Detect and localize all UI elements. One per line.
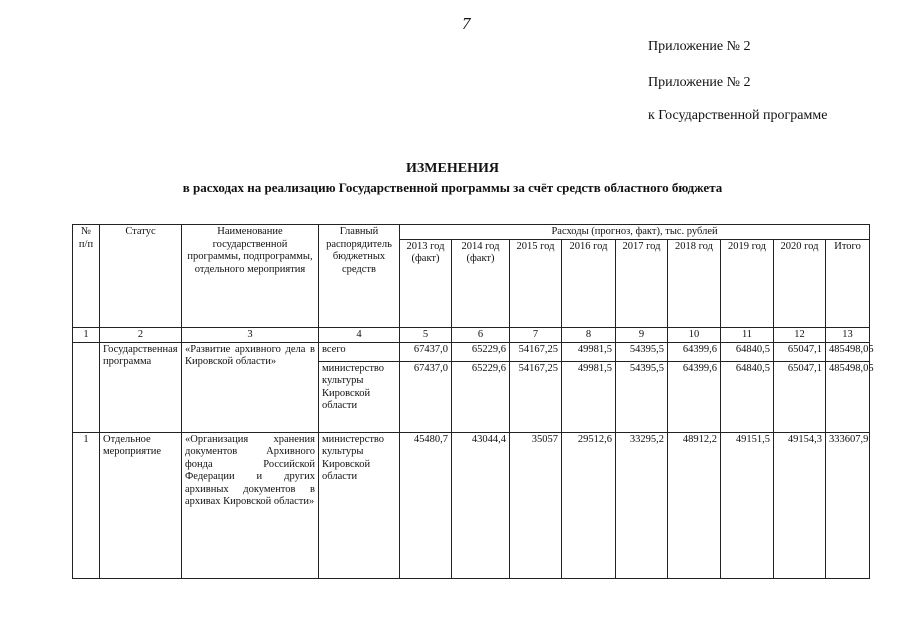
program-admin-ministry: министерство культуры Кировской области [319,361,399,413]
appendix-label-repeat: Приложение № 2 [648,75,751,90]
budget-changes-table [72,224,874,579]
column-number: 4 [319,327,400,342]
activity-status: Отдельное мероприятие [100,432,182,578]
program-value-2016: 49981,5 49981,5 [562,342,616,432]
page-number: 7 [462,14,471,33]
column-number: 6 [452,327,510,342]
header-year-2013: 2013 год (факт) [400,239,452,327]
header-name: Наименование государственной программы, подпрограммы, отдельного мероприятия [182,225,319,328]
column-number: 8 [562,327,616,342]
table-header-row [73,225,870,240]
column-number: 13 [826,327,870,342]
activity-value-2020: 49154,3 [774,432,826,578]
header-year-2018: 2018 год [668,239,721,327]
column-number: 1 [73,327,100,342]
program-name: «Развитие архивного дела в Кировской области» [182,342,319,432]
activity-value-2017: 33295,2 [616,432,668,578]
activity-value-2014: 43044,4 [452,432,510,578]
column-number: 12 [774,327,826,342]
column-number: 10 [668,327,721,342]
header-total: Итого [826,239,870,327]
activity-value-2013: 45480,7 [400,432,452,578]
activity-name: «Организация хранения документов Архивного фонда Российской Федерации и других архивных документов в архивах Кировской области» [182,432,319,578]
document-title: ИЗМЕНЕНИЯ [406,161,499,176]
program-value-2014: 65229,6 65229,6 [452,342,510,432]
activity-num: 1 [73,432,100,578]
header-admin: Главный распорядитель бюджетных средств [319,225,400,328]
program-value-2013: 67437,0 67437,0 [400,342,452,432]
header-year-2020: 2020 год [774,239,826,327]
header-num: № п/п [73,225,100,328]
header-year-2016: 2016 год [562,239,616,327]
activity-value-2019: 49151,5 [721,432,774,578]
header-expenses: Расходы (прогноз, факт), тыс. рублей [400,225,870,240]
column-number: 11 [721,327,774,342]
activity-value-2015: 35057 [510,432,562,578]
appendix-label: Приложение № 2 [648,39,751,54]
appendix-reference: к Государственной программе [648,108,828,123]
column-number: 2 [100,327,182,342]
header-status: Статус [100,225,182,328]
table-row-program [73,342,870,432]
program-value-2015: 54167,25 54167,25 [510,342,562,432]
activity-admin: министерство культуры Кировской области [319,432,400,578]
program-value-2020: 65047,1 65047,1 [774,342,826,432]
program-admin-cell [319,342,400,432]
program-num [73,342,100,432]
table-row-activity [73,432,870,578]
activity-value-2018: 48912,2 [668,432,721,578]
column-number: 9 [616,327,668,342]
column-number: 7 [510,327,562,342]
program-value-2017: 54395,5 54395,5 [616,342,668,432]
program-admin-total: всего [322,343,346,355]
activity-value-2016: 29512,6 [562,432,616,578]
header-year-2017: 2017 год [616,239,668,327]
column-number: 5 [400,327,452,342]
program-value-total: 485498,05 485498,05 [826,342,870,432]
header-year-2019: 2019 год [721,239,774,327]
program-status: Государственная программа [100,342,182,432]
document-subtitle: в расходах на реализацию Государственной программы за счёт средств областного бюджета [182,180,723,195]
activity-value-total: 333607,9 [826,432,870,578]
header-year-2014: 2014 год (факт) [452,239,510,327]
column-numbers-row [73,327,870,342]
program-value-2018: 64399,6 64399,6 [668,342,721,432]
program-value-2019: 64840,5 64840,5 [721,342,774,432]
header-year-2015: 2015 год [510,239,562,327]
column-number: 3 [182,327,319,342]
